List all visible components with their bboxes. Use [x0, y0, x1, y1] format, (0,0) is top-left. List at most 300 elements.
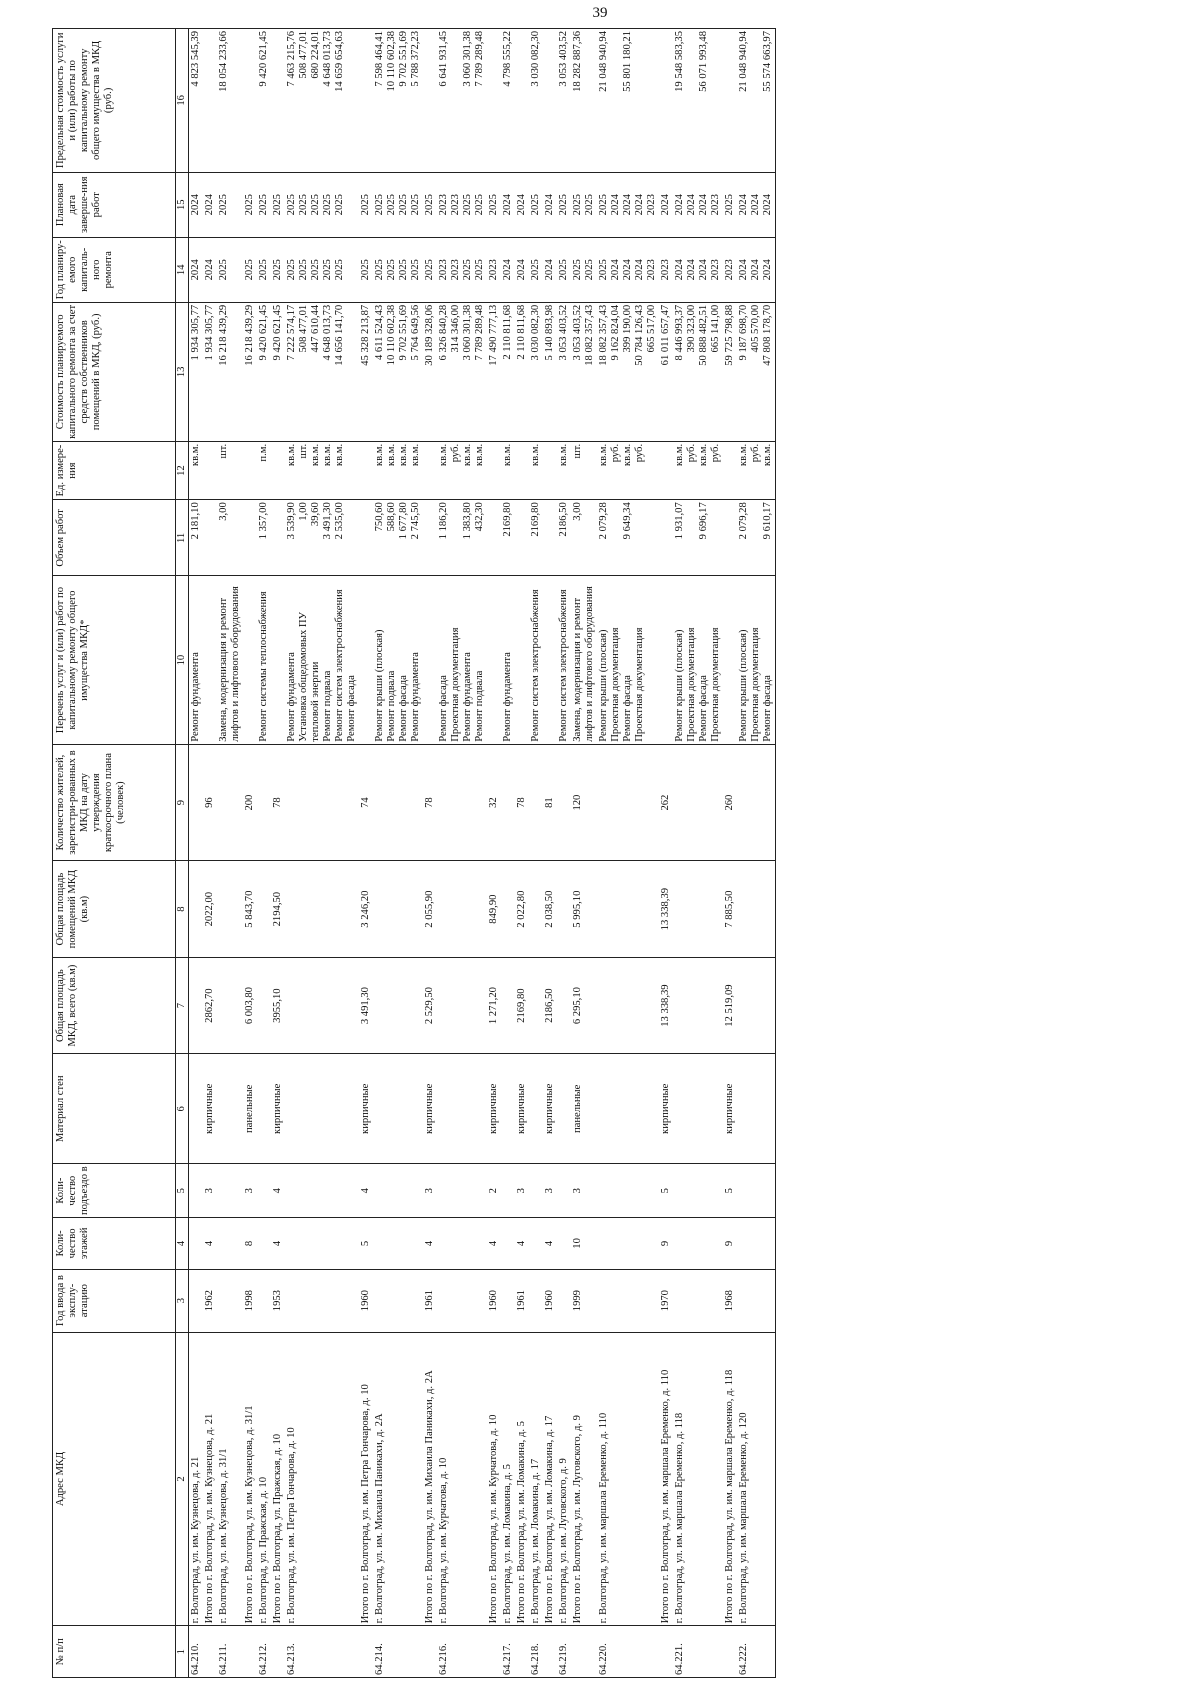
volume-cell-line: 3 539,90 [286, 502, 297, 540]
column-number-9: 9 [176, 744, 189, 861]
volume-cell-line: 9 696,17 [698, 502, 709, 540]
plan-year-cell-line: 2025 [530, 259, 541, 281]
units-cell-line: кв.м. [334, 443, 345, 467]
plan-year-cell-line: 2025 [258, 259, 269, 281]
address-cell: Итого по г. Волгоград, ул. Пражская, д. 10 [271, 1332, 285, 1626]
end-date-cell [501, 172, 515, 237]
area-total-cell [673, 957, 723, 1053]
units-cell-line [204, 444, 216, 497]
cost-cell-line: 2 110 811,68 [516, 304, 527, 360]
column-number-6: 6 [176, 1054, 189, 1164]
end-date-cell-line: 2025 [244, 194, 255, 216]
limit-cell-line [634, 31, 646, 170]
volume-cell-line: 1,00 [298, 502, 309, 521]
volume-cell [529, 500, 543, 576]
cost-cell-line: 3 053 403,52 [558, 304, 569, 361]
plan-year-cell [257, 237, 271, 302]
units-cell-line: кв.м. [310, 443, 321, 467]
area-total-cell [373, 957, 423, 1053]
plan-year-cell [501, 237, 515, 302]
plan-year-cell [659, 237, 673, 302]
cost-cell-line: 665 517,00 [646, 304, 657, 353]
volume-cell-line: 2169,80 [502, 502, 513, 537]
year-cell [529, 1269, 543, 1332]
year-cell: 1962 [203, 1269, 217, 1332]
limit-cell-line: 9 702 551,69 [398, 31, 409, 87]
column-number-10: 10 [176, 576, 189, 744]
entrances-cell: 3 [203, 1164, 217, 1218]
volume-cell-line: 3,00 [218, 502, 229, 521]
address-cell: г. Волгоград, ул. им. маршала Еременко, д. 110 [597, 1332, 659, 1626]
plan-year-cell [543, 237, 557, 302]
units-cell [203, 441, 217, 499]
column-number-3: 3 [176, 1269, 189, 1332]
works-cell-line [660, 579, 672, 742]
volume-cell-line [272, 502, 284, 573]
year-cell [189, 1269, 204, 1332]
limit-cell [543, 29, 557, 173]
limit-cell [217, 29, 243, 173]
table-row [673, 29, 723, 1678]
limit-cell [373, 29, 423, 173]
end-date-cell [217, 172, 243, 237]
plan-year-cell [515, 237, 529, 302]
limit-cell-line [710, 31, 722, 170]
cost-cell [529, 302, 543, 441]
cost-cell [437, 302, 487, 441]
limit-cell-line [724, 31, 736, 170]
table-row [501, 29, 515, 1678]
end-date-cell [189, 172, 204, 237]
units-cell-line [516, 444, 528, 497]
works-cell-line: Проектная документация [710, 627, 721, 742]
cost-cell-line: 7 222 574,17 [286, 304, 297, 361]
units-cell [217, 441, 243, 499]
plan-year-cell-line: 2025 [462, 259, 473, 281]
table-row [373, 29, 423, 1678]
volume-cell [557, 500, 571, 576]
plan-year-cell-line: 2025 [598, 259, 609, 281]
residents-cell [597, 744, 659, 861]
residents-cell: 81 [543, 744, 557, 861]
table-row [597, 29, 659, 1678]
year-cell [285, 1269, 359, 1332]
end-date-cell-line: 2025 [572, 194, 583, 216]
floors-cell [257, 1218, 271, 1270]
end-date-cell-line: 2025 [558, 194, 569, 216]
units-cell-line [544, 444, 556, 497]
cost-cell [673, 302, 723, 441]
cost-cell [423, 302, 437, 441]
material-cell [673, 1054, 723, 1164]
limit-cell-line [204, 31, 216, 170]
works-cell [659, 576, 673, 744]
area-total-cell: 13 338,39 [659, 957, 673, 1053]
units-cell [515, 441, 529, 499]
residents-cell [737, 744, 776, 861]
end-date-cell-line: 2024 [674, 194, 685, 216]
limit-cell-line: 55 574 663,97 [762, 31, 773, 92]
entrances-cell [437, 1164, 487, 1218]
address-cell: г. Волгоград, ул. им. маршала Еременко, д. 118 [673, 1332, 723, 1626]
plan-year-cell-line: 2023 [660, 259, 671, 281]
volume-cell [723, 500, 737, 576]
plan-year-cell [723, 237, 737, 302]
plan-year-cell [437, 237, 487, 302]
cost-cell-line: 3 053 403,52 [572, 304, 583, 361]
column-number-row [176, 29, 189, 1678]
volume-cell-line: 9 610,17 [762, 502, 773, 540]
works-cell-line: Ремонт систем электроснабжения [530, 589, 541, 742]
table-row [557, 29, 571, 1678]
plan-year-cell [203, 237, 217, 302]
table-row [271, 29, 285, 1678]
volume-cell-line [724, 502, 736, 573]
units-cell [659, 441, 673, 499]
end-date-cell-line: 2024 [686, 194, 697, 216]
table-row [203, 29, 217, 1678]
address-cell: Итого по г. Волгоград, ул. им. Петра Гончарова, д. 10 [359, 1332, 373, 1626]
year-cell: 1968 [723, 1269, 737, 1332]
floors-cell [285, 1218, 359, 1270]
residents-cell: 260 [723, 744, 737, 861]
cost-cell-line: 3 060 301,38 [462, 304, 473, 361]
plan-year-cell-line: 2025 [474, 259, 485, 281]
plan-year-cell [673, 237, 723, 302]
works-cell-line: Ремонт систем электроснабжения [558, 589, 569, 742]
area-total-cell [557, 957, 571, 1053]
cost-cell-line: 314 346,00 [450, 304, 461, 353]
plan-year-cell-line: 2025 [360, 259, 371, 281]
area-total-cell: 3 491,30 [359, 957, 373, 1053]
column-header-12: Ед. измере-ния [53, 441, 176, 499]
area-rooms-cell [501, 861, 515, 957]
residents-cell [189, 744, 204, 861]
plan-year-cell [571, 237, 597, 302]
volume-cell-line: 1 931,07 [674, 502, 685, 540]
end-date-cell-line: 2024 [502, 194, 513, 216]
cost-cell [597, 302, 659, 441]
volume-cell-line [660, 502, 672, 573]
material-cell: кирпичные [723, 1054, 737, 1164]
year-cell: 1961 [515, 1269, 529, 1332]
end-date-cell [437, 172, 487, 237]
area-rooms-cell: 3 246,20 [359, 861, 373, 957]
end-date-cell [243, 172, 257, 237]
limit-cell-line: 4 798 555,22 [502, 31, 513, 87]
end-date-cell-line: 2025 [322, 194, 333, 216]
area-rooms-cell: 2 055,90 [423, 861, 437, 957]
plan-year-cell-line: 2025 [424, 259, 435, 281]
column-header-11: Объем работ [53, 500, 176, 576]
cost-cell-line: 8 446 993,37 [674, 304, 685, 361]
works-cell-line: Замена, модернизация и ремонт лифтов и лифтового оборудования [572, 586, 595, 742]
end-date-cell [571, 172, 597, 237]
end-date-cell [423, 172, 437, 237]
row-number: 64.210. [189, 1626, 204, 1678]
cost-cell [271, 302, 285, 441]
units-cell [243, 441, 257, 499]
limit-cell-line: 508 477,01 [298, 31, 309, 79]
volume-cell [359, 500, 373, 576]
units-cell-line: кв.м. [762, 443, 773, 467]
residents-cell [285, 744, 359, 861]
plan-year-cell-line: 2025 [298, 259, 309, 281]
plan-year-cell [271, 237, 285, 302]
cost-cell-line: 30 189 328,06 [424, 304, 435, 366]
works-cell [673, 576, 723, 744]
area-rooms-cell [437, 861, 487, 957]
units-cell [271, 441, 285, 499]
floors-cell [437, 1218, 487, 1270]
column-number-13: 13 [176, 302, 189, 441]
plan-year-cell-line: 2023 [450, 259, 461, 281]
plan-year-cell-line: 2025 [558, 259, 569, 281]
plan-year-cell [529, 237, 543, 302]
material-cell: кирпичные [659, 1054, 673, 1164]
cost-cell-line: 18 082 357,43 [584, 304, 595, 366]
table-row [737, 29, 776, 1678]
residents-cell [529, 744, 543, 861]
residents-cell [557, 744, 571, 861]
works-cell-line: Ремонт фундамента [190, 652, 201, 742]
works-cell-line [516, 579, 528, 742]
limit-cell [359, 29, 373, 173]
limit-cell-line: 55 801 180,21 [622, 31, 633, 92]
material-cell: кирпичные [487, 1054, 501, 1164]
end-date-cell-line: 2024 [738, 194, 749, 216]
address-cell: Итого по г. Волгоград, ул. им. Михаила Паникахи, д. 2А [423, 1332, 437, 1626]
limit-cell-line [244, 31, 256, 170]
end-date-cell [737, 172, 776, 237]
material-cell [501, 1054, 515, 1164]
end-date-cell [285, 172, 359, 237]
cost-cell [217, 302, 243, 441]
works-cell-line: Проектная документация [450, 627, 461, 742]
end-date-cell [557, 172, 571, 237]
volume-cell [373, 500, 423, 576]
plan-year-cell-line: 2025 [386, 259, 397, 281]
cost-cell-line: 47 808 178,70 [762, 304, 773, 366]
end-date-cell-line: 2025 [584, 194, 595, 216]
year-cell [673, 1269, 723, 1332]
table-row [529, 29, 543, 1678]
units-cell [487, 441, 501, 499]
limit-cell [271, 29, 285, 173]
plan-year-cell-line: 2023 [710, 259, 721, 281]
plan-year-cell-line: 2025 [572, 259, 583, 281]
area-rooms-cell: 849,90 [487, 861, 501, 957]
works-cell [373, 576, 423, 744]
units-cell [737, 441, 776, 499]
limit-cell-line: 4 823 545,39 [190, 31, 201, 87]
year-cell: 1970 [659, 1269, 673, 1332]
works-cell-line: Ремонт крыши (плоская) [374, 629, 385, 742]
units-cell-line: кв.м. [474, 443, 485, 467]
volume-cell-line: 1 677,80 [398, 502, 409, 540]
address-cell: г. Волгоград, ул. им. Курчатова, д. 10 [437, 1332, 487, 1626]
floors-cell [373, 1218, 423, 1270]
limit-cell [487, 29, 501, 173]
volume-cell-line: 432,30 [474, 502, 485, 532]
end-date-cell-line: 2025 [258, 194, 269, 216]
end-date-cell [723, 172, 737, 237]
end-date-cell [543, 172, 557, 237]
floors-cell: 4 [487, 1218, 501, 1270]
floors-cell [529, 1218, 543, 1270]
volume-cell-line [424, 502, 436, 573]
works-cell [437, 576, 487, 744]
row-number: 64.221. [673, 1626, 723, 1678]
area-rooms-cell: 5 843,70 [243, 861, 257, 957]
volume-cell [423, 500, 437, 576]
volume-cell [285, 500, 359, 576]
volume-cell-line: 2 079,28 [738, 502, 749, 540]
end-date-cell-line: 2025 [598, 194, 609, 216]
area-total-cell [189, 957, 204, 1053]
limit-cell [737, 29, 776, 173]
volume-cell-line: 1 383,80 [462, 502, 473, 540]
address-cell: Итого по г. Волгоград, ул. им. Ломакина, д. 5 [515, 1332, 529, 1626]
address-cell: Итого по г. Волгоград, ул. им. маршала Еременко, д. 118 [723, 1332, 737, 1626]
volume-cell [189, 500, 204, 576]
floors-cell: 4 [515, 1218, 529, 1270]
works-cell [189, 576, 204, 744]
volume-cell [437, 500, 487, 576]
floors-cell [597, 1218, 659, 1270]
limit-cell-line: 3 030 082,30 [530, 31, 541, 87]
row-number: 64.217. [501, 1626, 515, 1678]
limit-cell [285, 29, 359, 173]
area-total-cell [597, 957, 659, 1053]
table-row [543, 29, 557, 1678]
plan-year-cell-line: 2024 [610, 259, 621, 281]
entrances-cell [673, 1164, 723, 1218]
units-cell-line: кв.м. [558, 443, 569, 467]
cost-cell-line: 1 934 305,77 [204, 304, 215, 361]
volume-cell-line: 750,60 [374, 502, 385, 532]
entrances-cell: 3 [571, 1164, 597, 1218]
area-rooms-cell [285, 861, 359, 957]
cost-cell-line: 9 187 698,70 [738, 304, 749, 361]
volume-cell [257, 500, 271, 576]
limit-cell-line [450, 31, 462, 170]
limit-cell [659, 29, 673, 173]
column-number-16: 16 [176, 29, 189, 173]
volume-cell [501, 500, 515, 576]
end-date-cell [597, 172, 659, 237]
address-cell: г. Волгоград, ул. им. Ломакина, д. 5 [501, 1332, 515, 1626]
works-cell-line: Ремонт фундамента [462, 652, 473, 742]
limit-cell-line: 9 420 621,45 [258, 31, 269, 87]
row-number [723, 1626, 737, 1678]
end-date-cell-line: 2024 [204, 194, 215, 216]
volume-cell-line [544, 502, 556, 573]
row-number: 64.216. [437, 1626, 487, 1678]
year-cell [437, 1269, 487, 1332]
cost-cell-line: 665 141,00 [710, 304, 721, 353]
units-cell-line: кв.м. [438, 443, 449, 467]
limit-cell-line [424, 31, 436, 170]
table-row [359, 29, 373, 1678]
area-total-cell [257, 957, 271, 1053]
area-rooms-cell [217, 861, 243, 957]
volume-cell-line: 2 181,10 [190, 502, 201, 540]
cost-cell-line: 59 725 798,88 [724, 304, 735, 366]
end-date-cell-line: 2025 [410, 194, 421, 216]
row-number [487, 1626, 501, 1678]
units-cell-line: кв.м. [462, 443, 473, 467]
cost-cell-line: 405 570,00 [750, 304, 761, 353]
works-cell-line: Ремонт фасада [346, 675, 357, 742]
limit-cell-line [544, 31, 556, 170]
volume-cell-line [634, 502, 646, 573]
limit-cell-line: 14 659 654,63 [334, 31, 345, 92]
works-cell [543, 576, 557, 744]
limit-cell-line: 18 054 233,66 [218, 31, 229, 92]
volume-cell-line: 2169,80 [530, 502, 541, 537]
end-date-cell [373, 172, 423, 237]
limit-cell [257, 29, 271, 173]
cost-cell [571, 302, 597, 441]
volume-cell-line: 9 649,34 [622, 502, 633, 540]
units-cell [285, 441, 359, 499]
plan-year-cell-line: 2024 [516, 259, 527, 281]
row-number [543, 1626, 557, 1678]
plan-year-cell-line: 2024 [674, 259, 685, 281]
page-number: 39 [592, 5, 608, 21]
cost-cell [659, 302, 673, 441]
cost-cell-line: 16 218 439,29 [218, 304, 229, 366]
works-cell [571, 576, 597, 744]
area-rooms-cell [373, 861, 423, 957]
header-row [53, 29, 176, 1678]
year-cell: 1999 [571, 1269, 597, 1332]
limit-cell-line: 56 071 993,48 [698, 31, 709, 92]
table-row [285, 29, 359, 1678]
address-cell: Итого по г. Волгоград, ул. им. Ломакина, д. 17 [543, 1332, 557, 1626]
material-cell [597, 1054, 659, 1164]
plan-year-cell-line: 2024 [686, 259, 697, 281]
row-number: 64.219. [557, 1626, 571, 1678]
address-cell: Итого по г. Волгоград, ул. им. Кузнецова, д. 21 [203, 1332, 217, 1626]
limit-cell-line [660, 31, 672, 170]
area-rooms-cell [189, 861, 204, 957]
year-cell [737, 1269, 776, 1332]
limit-cell-line: 10 110 602,38 [386, 31, 397, 92]
floors-cell: 4 [203, 1218, 217, 1270]
volume-cell [217, 500, 243, 576]
works-cell-line [544, 579, 556, 742]
end-date-cell-line: 2025 [530, 194, 541, 216]
area-rooms-cell: 5 995,10 [571, 861, 597, 957]
cost-cell-line: 16 218 439,29 [244, 304, 255, 366]
area-rooms-cell [557, 861, 571, 957]
entrances-cell: 3 [423, 1164, 437, 1218]
volume-cell-line: 1 357,00 [258, 502, 269, 540]
cost-cell-line: 508 477,01 [298, 304, 309, 353]
row-number [659, 1626, 673, 1678]
column-header-2: Адрес МКД [53, 1332, 176, 1626]
end-date-cell-line: 2024 [698, 194, 709, 216]
limit-cell-line: 5 788 372,23 [410, 31, 421, 87]
cost-cell-line: 447 610,44 [310, 304, 321, 353]
cost-cell-line: 50 784 126,43 [634, 304, 645, 366]
limit-cell-line: 18 282 887,36 [572, 31, 583, 92]
area-rooms-cell: 13 338,39 [659, 861, 673, 957]
units-cell-line: руб. [634, 443, 645, 463]
plan-year-cell [597, 237, 659, 302]
